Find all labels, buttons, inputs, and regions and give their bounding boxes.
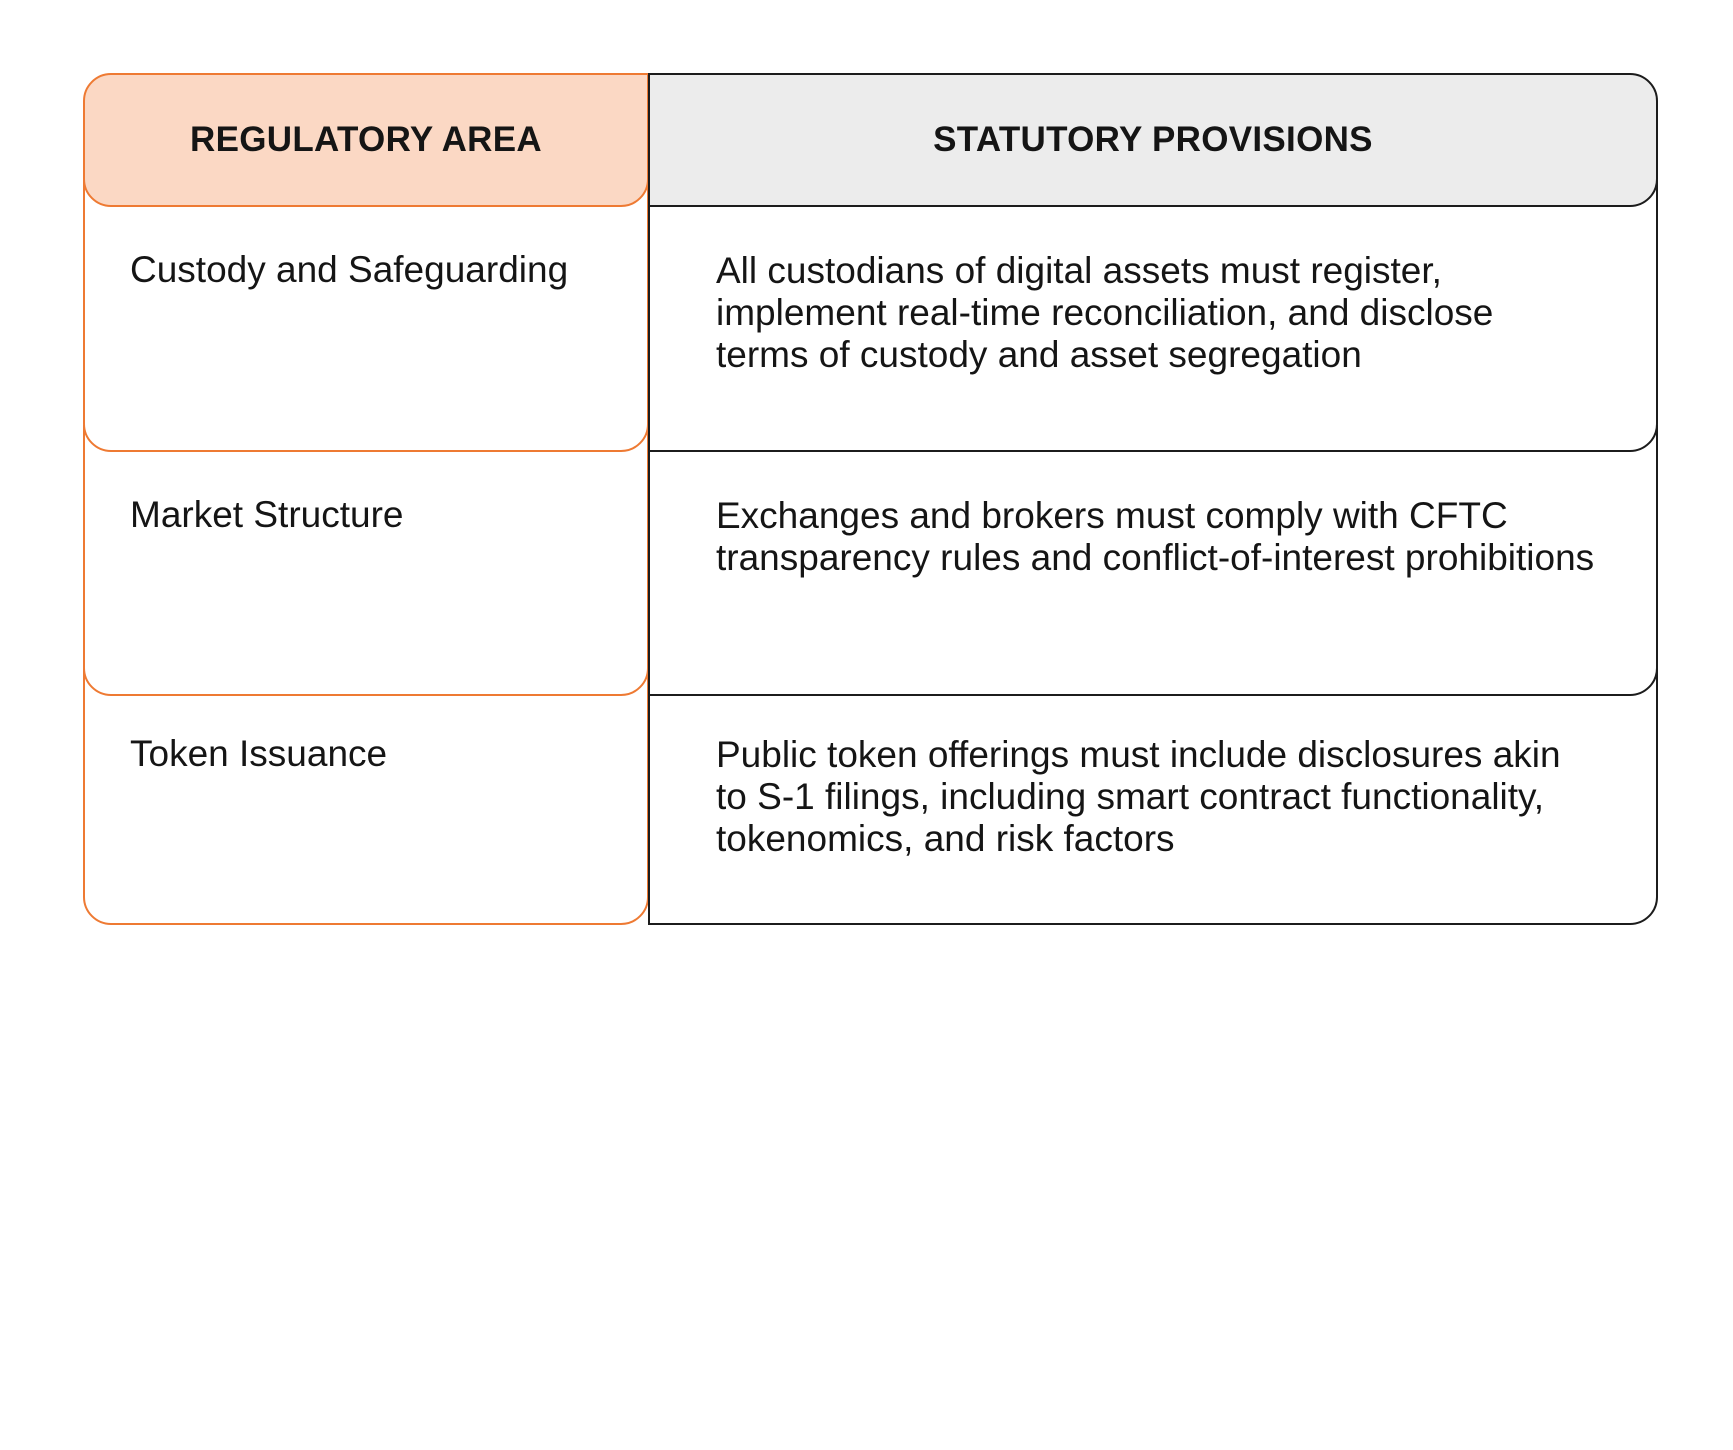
table-row-provision-cell [648,668,1658,925]
area-label: Token Issuance [130,733,388,774]
header-statutory-provisions [648,73,1658,207]
provision-text: International firms accessing U.S. markets must establish legal presence and comply with domestic reporting duties [716,1191,1547,1316]
table-row-area-cell [83,668,649,925]
area-label: Stablecoins [130,960,322,1001]
provision-text: Public token offerings must include disclosures akin to S-1 filings, including smart contract functionality, tokenomics, and risk factors [716,734,1561,859]
table-row-provision-cell [648,897,1658,1151]
provision-text: Reserve disclosures, custody attestations, and AML controls are mandatory for any issuer targeting U.S. persons [716,961,1564,1086]
provision-text: Exchanges and brokers must comply with CFTC transparency rules and conflict-of-interest prohibitions [716,495,1595,578]
table-row-provision-cell [648,180,1658,452]
header-left-label: REGULATORY AREA [190,120,542,159]
table-row-area-cell [83,897,649,1151]
area-label: Market Structure [130,494,404,535]
header-right-label: STATUTORY PROVISIONS [933,120,1373,159]
area-label: Custody and Safeguarding [130,249,569,290]
area-label: Cross-border Use [130,1190,422,1231]
table-row-provision-cell [648,1123,1658,1387]
table-row-provision-cell [648,425,1658,696]
table-row-area-cell [83,425,649,696]
table-row-area-cell [83,180,649,452]
table-row-area-cell [83,1123,649,1387]
header-regulatory-area [83,73,649,207]
provision-text: All custodians of digital assets must register, implement real-time reconciliation, and disclose terms of custody and asset segregation [716,250,1494,375]
